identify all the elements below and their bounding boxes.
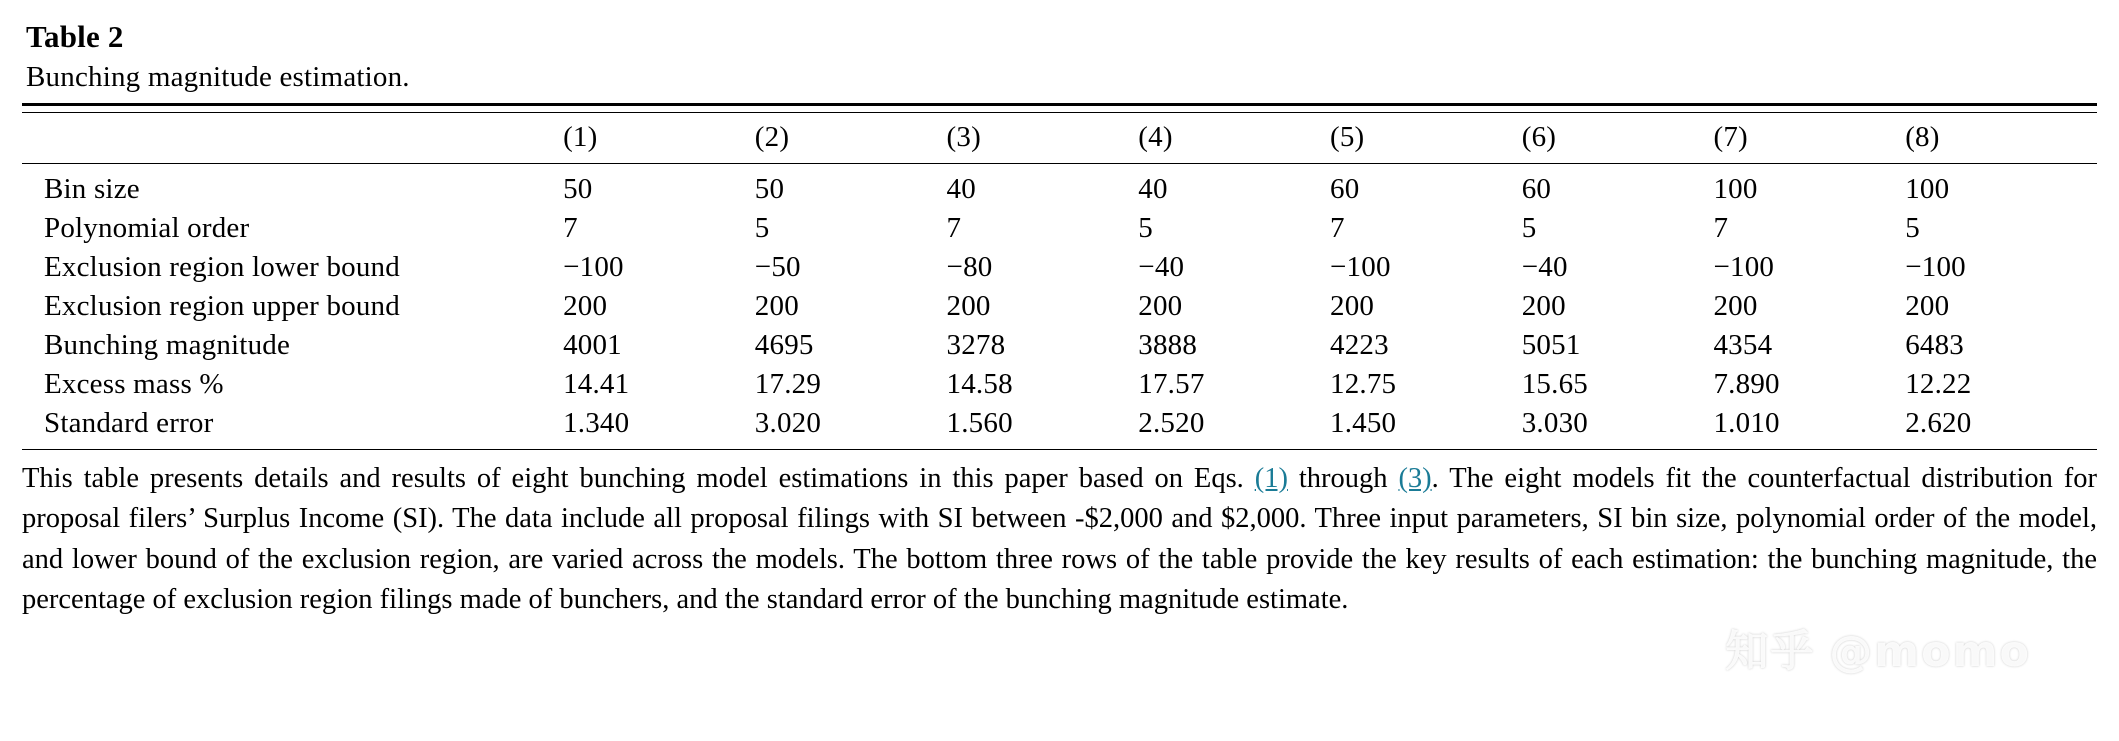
equation-link-1[interactable]: (1) bbox=[1254, 463, 1288, 494]
table-row bbox=[22, 248, 2097, 287]
footnote-text-part-3: . The eight models fit the counterfactual distribution for proposal filers’ Surplus Income (SI). The data include all proposal filings with SI between -$2,000 and $2,000. Three input parameters, SI bin size, polynomial order of the model, and lower bound of the exclusion region, are varied across the models. The bottom three rows of the table provide the key results of each estimation: the bunching magnitude, the percentage of exclusion region filings made of bunchers, and the standard error of the bunching magnitude estimate. bbox=[22, 463, 2098, 616]
cell: 4354 bbox=[1713, 329, 1773, 361]
row-label: Bunching magnitude bbox=[44, 329, 291, 361]
table-number-label: Table 2 bbox=[26, 19, 124, 54]
header-cell-col-5: (5) bbox=[1330, 121, 1365, 153]
footnote-text-part-1: This table presents details and results of eight bunching model estimations in this paper based on Eqs. bbox=[22, 463, 1255, 494]
cell: 200 bbox=[1138, 290, 1183, 322]
cell: 5 bbox=[1905, 212, 1920, 244]
cell: 60 bbox=[1521, 173, 1552, 205]
header-cell-rowlabel bbox=[22, 113, 563, 164]
cell: 4001 bbox=[563, 329, 622, 361]
table-row bbox=[22, 365, 2097, 404]
table-row bbox=[22, 209, 2097, 248]
cell: 1.340 bbox=[563, 407, 630, 439]
cell: 4223 bbox=[1330, 329, 1389, 361]
row-label: Polynomial order bbox=[44, 212, 250, 244]
cell: 100 bbox=[1905, 173, 1950, 205]
bunching-magnitude-table bbox=[22, 103, 2097, 450]
cell: 200 bbox=[1905, 290, 1950, 322]
cell: 50 bbox=[754, 173, 785, 205]
watermark-handle: @momo bbox=[1829, 627, 2031, 677]
top-rule-line bbox=[22, 105, 2097, 113]
cell: 200 bbox=[946, 290, 991, 322]
cell: 15.65 bbox=[1521, 368, 1588, 400]
cell: 12.22 bbox=[1905, 368, 1972, 400]
row-label: Excess mass % bbox=[44, 368, 224, 400]
header-cell-col-4: (4) bbox=[1138, 121, 1173, 153]
cell: 7 bbox=[1330, 212, 1345, 244]
row-label: Standard error bbox=[44, 407, 214, 439]
header-cell-col-2: (2) bbox=[754, 121, 790, 153]
cell: 60 bbox=[1330, 173, 1360, 205]
cell: 17.29 bbox=[754, 368, 822, 400]
watermark-overlay bbox=[1725, 618, 2031, 679]
cell: 7.890 bbox=[1713, 368, 1780, 400]
cell: 5 bbox=[754, 212, 770, 244]
cell: 3.020 bbox=[754, 407, 822, 439]
table-row bbox=[22, 326, 2097, 365]
cell: 200 bbox=[1713, 290, 1758, 322]
cell: 3888 bbox=[1138, 329, 1198, 361]
table-top-rule bbox=[22, 105, 2097, 113]
cell: 3278 bbox=[946, 329, 1006, 361]
cell: 2.620 bbox=[1905, 407, 1972, 439]
cell: 1.010 bbox=[1713, 407, 1780, 439]
cell: 200 bbox=[1330, 290, 1375, 322]
cell: 200 bbox=[754, 290, 799, 322]
cell: 50 bbox=[563, 173, 593, 205]
cell: −40 bbox=[1521, 251, 1568, 283]
cell: 100 bbox=[1713, 173, 1758, 205]
cell: 5 bbox=[1138, 212, 1153, 244]
table-row bbox=[22, 287, 2097, 326]
table-footnote bbox=[22, 459, 2097, 621]
cell: 6483 bbox=[1905, 329, 1965, 361]
cell: −100 bbox=[1330, 251, 1391, 283]
cell: 3.030 bbox=[1521, 407, 1588, 439]
header-cell-col-1: (1) bbox=[563, 121, 598, 153]
cell: 7 bbox=[1713, 212, 1729, 244]
cell: 14.41 bbox=[563, 368, 630, 400]
cell: 200 bbox=[563, 290, 608, 322]
watermark-site: 知乎 bbox=[1725, 627, 1816, 677]
cell: −100 bbox=[563, 251, 624, 283]
cell: 1.450 bbox=[1330, 407, 1397, 439]
row-label: Exclusion region lower bound bbox=[44, 251, 400, 283]
cell: −80 bbox=[946, 251, 993, 283]
cell: −50 bbox=[754, 251, 801, 283]
table-caption: Bunching magnitude estimation. bbox=[26, 60, 410, 93]
equation-link-3[interactable]: (3) bbox=[1398, 463, 1432, 494]
cell: −100 bbox=[1905, 251, 1966, 283]
cell: 5 bbox=[1521, 212, 1537, 244]
cell: 5051 bbox=[1521, 329, 1581, 361]
table-head bbox=[22, 105, 2097, 164]
cell: 40 bbox=[1138, 173, 1168, 205]
cell: 40 bbox=[946, 173, 976, 205]
cell: 17.57 bbox=[1138, 368, 1205, 400]
footnote-text-part-2: through bbox=[1287, 463, 1399, 494]
cell: 7 bbox=[946, 212, 962, 244]
table-header-row bbox=[22, 113, 2097, 164]
header-cell-col-7: (7) bbox=[1713, 121, 1748, 153]
table-row bbox=[22, 404, 2097, 450]
cell: 12.75 bbox=[1330, 368, 1397, 400]
row-label: Exclusion region upper bound bbox=[44, 290, 400, 322]
cell: 14.58 bbox=[946, 368, 1013, 400]
row-label: Bin size bbox=[44, 173, 140, 205]
table-row bbox=[22, 164, 2097, 210]
cell: 1.560 bbox=[946, 407, 1013, 439]
cell: −40 bbox=[1138, 251, 1185, 283]
cell: −100 bbox=[1713, 251, 1775, 283]
table-body bbox=[22, 164, 2097, 450]
cell: 200 bbox=[1521, 290, 1566, 322]
cell: 4695 bbox=[754, 329, 814, 361]
header-cell-col-6: (6) bbox=[1521, 121, 1557, 153]
cell: 2.520 bbox=[1138, 407, 1205, 439]
header-cell-col-8: (8) bbox=[1905, 121, 1940, 153]
header-cell-col-3: (3) bbox=[946, 121, 981, 153]
cell: 7 bbox=[563, 212, 578, 244]
